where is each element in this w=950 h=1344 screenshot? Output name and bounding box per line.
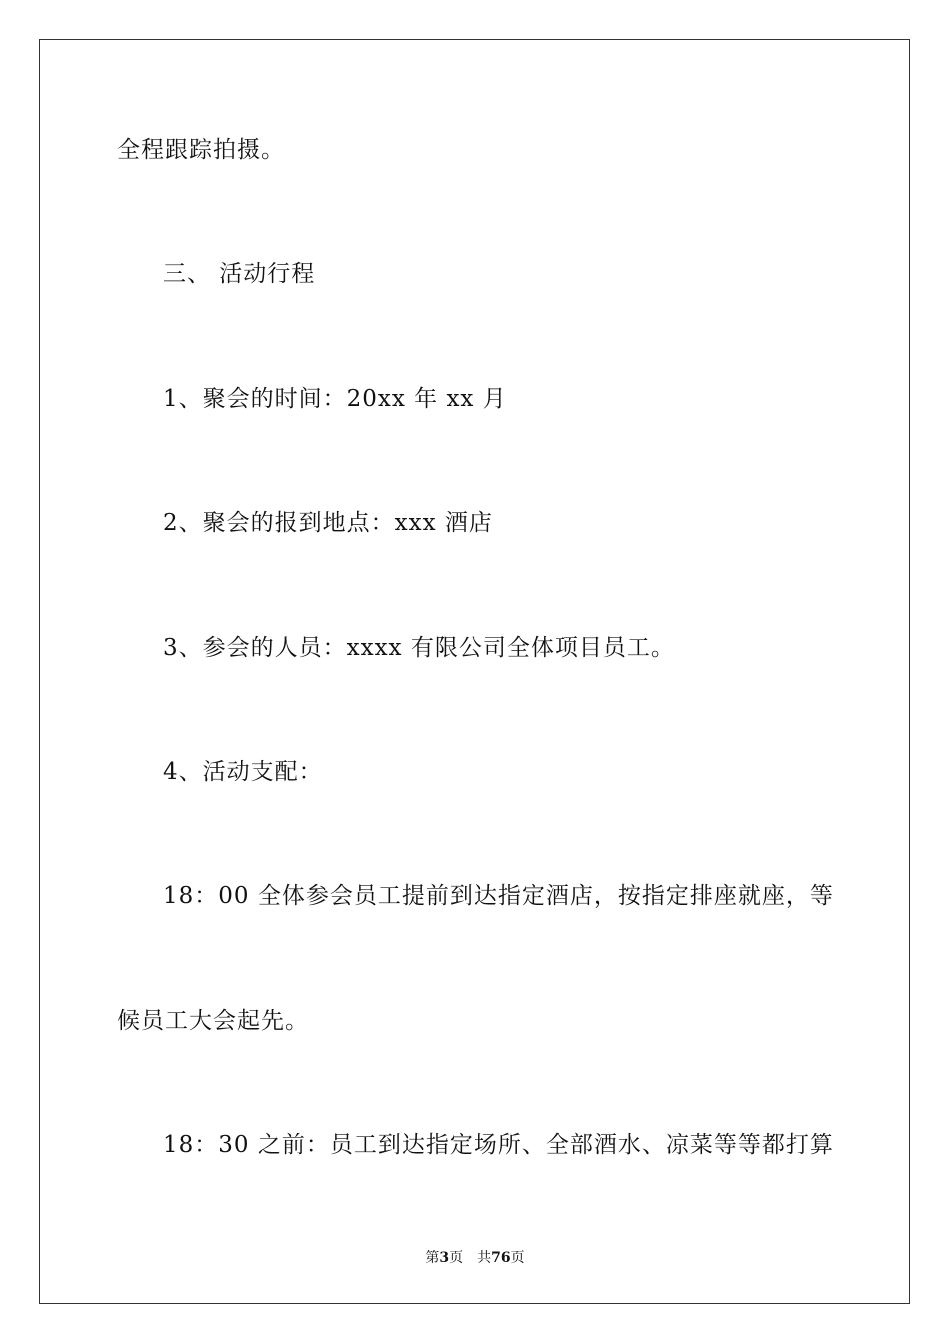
footer-middle: 页 共 xyxy=(449,1250,492,1266)
text-line-6: 4、活动支配： xyxy=(163,759,323,785)
section-heading: 三、 活动行程 xyxy=(163,261,316,287)
footer-prefix: 第 xyxy=(425,1250,440,1266)
text-line-5: 3、参会的人员：xxxx 有限公司全体项目员工。 xyxy=(163,635,675,661)
text-line-8: 候员工大会起先。 xyxy=(117,1008,309,1034)
footer-page-number: 3 xyxy=(439,1250,450,1266)
footer-total-pages: 76 xyxy=(491,1250,511,1266)
text-line-7: 18：00 全体参会员工提前到达指定酒店，按指定排座就座，等 xyxy=(163,883,834,909)
page-border xyxy=(39,39,910,1304)
text-line-1: 全程跟踪拍摄。 xyxy=(117,137,285,163)
text-line-3: 1、聚会的时间：20xx 年 xx 月 xyxy=(163,386,507,412)
text-line-4: 2、聚会的报到地点：xxx 酒店 xyxy=(163,510,493,536)
text-line-9: 18：30 之前：员工到达指定场所、全部酒水、凉菜等等都打算 xyxy=(163,1132,834,1158)
footer-suffix: 页 xyxy=(510,1250,525,1266)
page-footer xyxy=(0,1247,950,1267)
